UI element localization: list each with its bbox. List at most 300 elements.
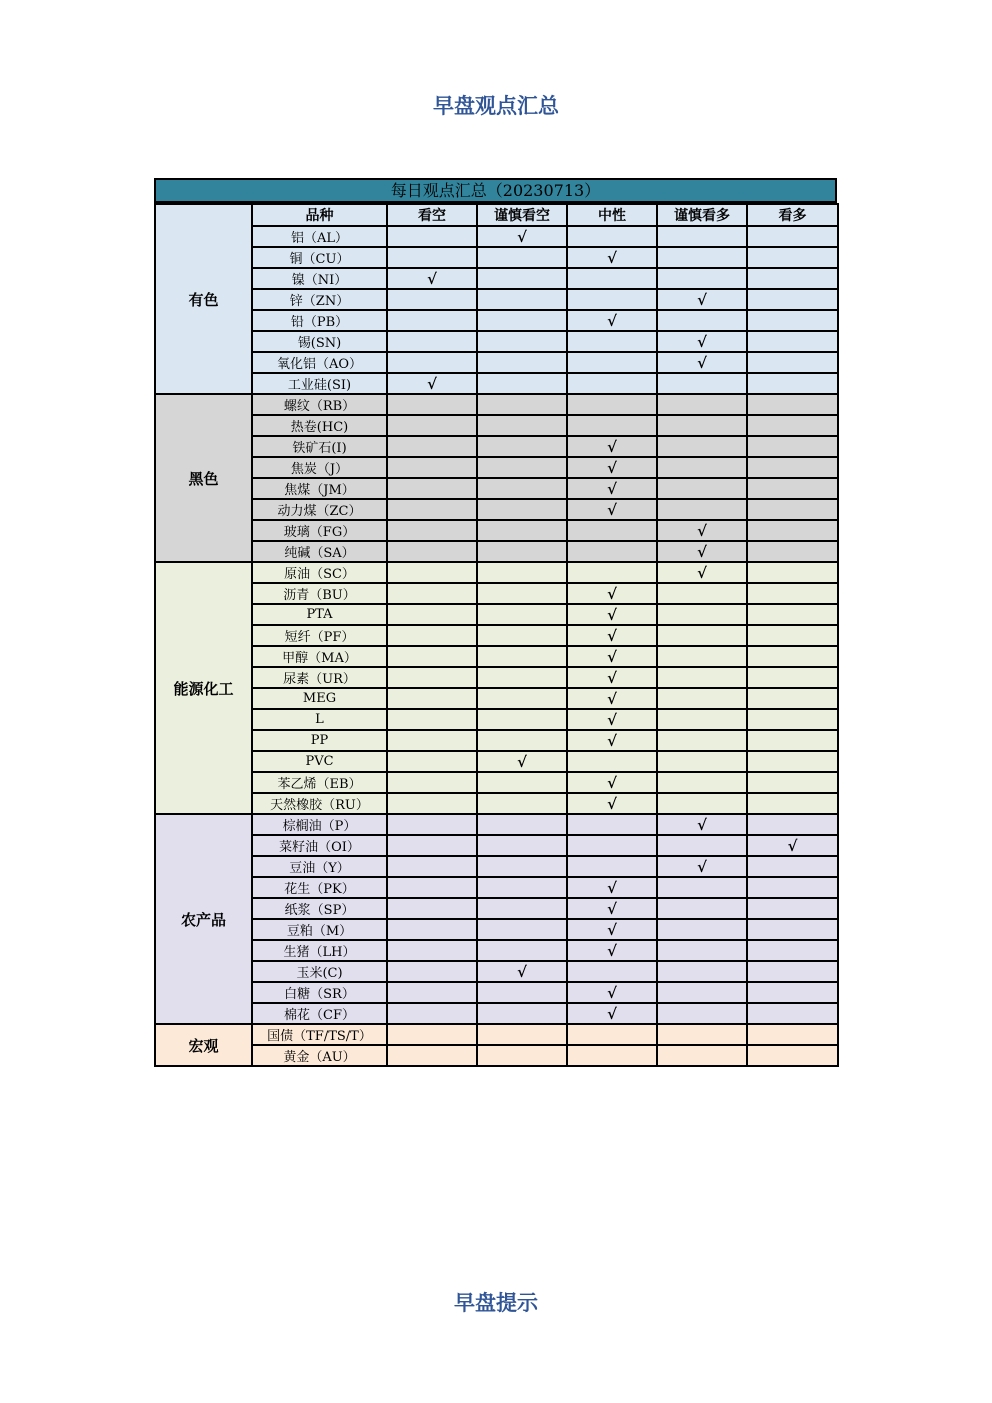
table-row [155,457,838,478]
view-cell [657,331,747,352]
view-cell [387,688,477,709]
view-cell [747,478,838,499]
check-mark: √ [607,899,617,918]
view-cell [387,1045,477,1066]
check-mark: √ [607,248,617,267]
instrument-name: 铝（AL） [252,226,387,247]
instrument-name: 尿素（UR） [252,667,387,688]
view-cell [387,373,477,394]
instrument-name: 短纤（PF） [252,625,387,646]
view-cell [387,709,477,730]
view-cell [477,1024,567,1045]
view-cell [657,898,747,919]
view-cell [387,835,477,856]
view-cell [657,835,747,856]
view-cell [747,646,838,667]
view-cell [387,730,477,751]
table-row [155,709,838,730]
instrument-name: PP [252,730,387,751]
table-row [155,772,838,793]
view-cell [477,415,567,436]
column-header-row [155,204,838,226]
table-row [155,730,838,751]
check-mark: √ [607,710,617,729]
view-cell [477,226,567,247]
view-cell [567,331,657,352]
instrument-name: 玉米(C) [252,961,387,982]
table-row [155,415,838,436]
column-header: 看空 [387,204,477,226]
view-cell [567,793,657,814]
view-cell [567,415,657,436]
table-row [155,289,838,310]
view-cell [657,730,747,751]
check-mark: √ [697,332,707,351]
table-row [155,667,838,688]
view-cell [477,247,567,268]
view-cell [657,919,747,940]
category-cell: 能源化工 [155,562,252,814]
view-cell [567,667,657,688]
view-cell [477,562,567,583]
instrument-name: 棉花（CF） [252,1003,387,1024]
table-row [155,856,838,877]
view-cell [747,625,838,646]
view-cell [477,625,567,646]
view-cell [387,814,477,835]
view-cell [567,898,657,919]
table-row [155,373,838,394]
view-cell [567,688,657,709]
view-cell [657,226,747,247]
column-header: 品种 [252,204,387,226]
view-cell [657,436,747,457]
table-row [155,835,838,856]
instrument-name: 豆油（Y） [252,856,387,877]
view-cell [387,877,477,898]
view-cell [567,310,657,331]
view-cell [477,499,567,520]
instrument-name: 铅（PB） [252,310,387,331]
instrument-name: PVC [252,751,387,772]
view-cell [657,688,747,709]
view-cell [477,982,567,1003]
view-cell [747,457,838,478]
table-row [155,793,838,814]
check-mark: √ [697,563,707,582]
view-cell [747,688,838,709]
check-mark: √ [697,815,707,834]
view-cell [477,877,567,898]
view-cell [747,856,838,877]
view-cell [567,457,657,478]
view-cell [477,772,567,793]
view-cell [747,1003,838,1024]
instrument-name: 镍（NI） [252,268,387,289]
view-cell [567,877,657,898]
view-cell [387,541,477,562]
view-cell [387,520,477,541]
table-row [155,688,838,709]
view-cell [747,499,838,520]
instrument-name: 甲醇（MA） [252,646,387,667]
view-cell [387,646,477,667]
instrument-name: 苯乙烯（EB） [252,772,387,793]
view-cell [477,940,567,961]
view-cell [477,604,567,625]
view-cell [387,331,477,352]
check-mark: √ [517,227,527,246]
instrument-name: 生猪（LH） [252,940,387,961]
view-cell [747,541,838,562]
table-row [155,961,838,982]
view-cell [477,331,567,352]
view-cell [387,940,477,961]
view-cell [567,583,657,604]
instrument-name: 花生（PK） [252,877,387,898]
view-cell [477,1003,567,1024]
view-cell [747,604,838,625]
instrument-name: 黄金（AU） [252,1045,387,1066]
view-cell [657,562,747,583]
view-cell [387,1003,477,1024]
view-cell [657,478,747,499]
table-header: 每日观点汇总（20230713） [154,178,837,203]
check-mark: √ [517,752,527,771]
column-header: 谨慎看空 [477,204,567,226]
view-cell [747,751,838,772]
view-cell [387,793,477,814]
view-cell [387,562,477,583]
view-cell [387,352,477,373]
check-mark: √ [607,920,617,939]
instrument-name: 锡(SN) [252,331,387,352]
view-cell [387,961,477,982]
check-mark: √ [697,353,707,372]
view-cell [387,478,477,499]
view-cell [567,394,657,415]
view-cell [657,541,747,562]
view-cell [747,436,838,457]
view-cell [657,646,747,667]
check-mark: √ [607,605,617,624]
page-title: 早盘观点汇总 [433,94,559,118]
view-cell [657,457,747,478]
table-row [155,898,838,919]
table-row [155,814,838,835]
view-cell [387,268,477,289]
view-cell [747,772,838,793]
table-row [155,562,838,583]
view-cell [657,709,747,730]
check-mark: √ [607,731,617,750]
view-cell [567,499,657,520]
table-row [155,877,838,898]
view-cell [477,478,567,499]
view-cell [387,898,477,919]
view-cell [747,730,838,751]
view-cell [657,415,747,436]
view-cell [657,499,747,520]
check-mark: √ [697,290,707,309]
view-cell [567,247,657,268]
check-mark: √ [607,941,617,960]
view-cell [747,226,838,247]
view-cell [657,583,747,604]
view-cell [387,772,477,793]
view-cell [387,289,477,310]
view-grid [154,203,839,1067]
view-cell [657,1045,747,1066]
view-cell [747,520,838,541]
table-row [155,331,838,352]
view-cell [567,940,657,961]
instrument-name: 白糖（SR） [252,982,387,1003]
instrument-name: 热卷(HC) [252,415,387,436]
table-row [155,352,838,373]
instrument-name: 天然橡胶（RU） [252,793,387,814]
view-cell [387,457,477,478]
view-cell [567,730,657,751]
view-cell [657,982,747,1003]
view-cell [387,667,477,688]
view-cell [387,982,477,1003]
instrument-name: 焦煤（JM） [252,478,387,499]
check-mark: √ [607,479,617,498]
instrument-name: 国债（TF/TS/T） [252,1024,387,1045]
view-cell [567,268,657,289]
view-cell [657,268,747,289]
view-cell [567,1045,657,1066]
view-cell [747,814,838,835]
category-cell: 宏观 [155,1024,252,1066]
view-cell [747,394,838,415]
view-cell [747,268,838,289]
view-cell [477,583,567,604]
view-cell [657,793,747,814]
instrument-name: 玻璃（FG） [252,520,387,541]
table-row [155,499,838,520]
table-row [155,310,838,331]
table-row [155,541,838,562]
view-cell [657,1003,747,1024]
table-row [155,1045,838,1066]
view-cell [477,520,567,541]
instrument-name: 豆粕（M） [252,919,387,940]
view-cell [747,289,838,310]
view-cell [747,1024,838,1045]
view-cell [387,1024,477,1045]
view-cell [477,856,567,877]
table-row [155,604,838,625]
table-row [155,646,838,667]
table-row [155,520,838,541]
view-cell [567,625,657,646]
view-cell [657,247,747,268]
check-mark: √ [607,878,617,897]
instrument-name: 工业硅(SI) [252,373,387,394]
view-cell [567,520,657,541]
view-cell [387,415,477,436]
check-mark: √ [787,836,798,855]
view-cell [477,898,567,919]
check-mark: √ [607,458,617,477]
view-cell [747,310,838,331]
table-row [155,940,838,961]
instrument-name: L [252,709,387,730]
instrument-name: 铁矿石(I) [252,436,387,457]
view-cell [747,247,838,268]
view-cell [567,961,657,982]
check-mark: √ [697,521,707,540]
check-mark: √ [607,647,617,666]
view-cell [477,961,567,982]
view-cell [567,289,657,310]
view-cell [657,940,747,961]
section-title: 早盘提示 [454,1291,538,1315]
view-cell [747,583,838,604]
view-cell [567,835,657,856]
view-cell [387,499,477,520]
view-cell [477,730,567,751]
view-cell [567,709,657,730]
category-cell: 黑色 [155,394,252,562]
view-cell [567,373,657,394]
view-cell [567,919,657,940]
view-cell [387,394,477,415]
view-cell [567,478,657,499]
view-cell [747,352,838,373]
check-mark: √ [607,794,617,813]
instrument-name: 锌（ZN） [252,289,387,310]
view-cell [657,604,747,625]
view-cell [657,373,747,394]
view-cell [477,289,567,310]
table-row [155,247,838,268]
view-cell [477,793,567,814]
view-cell [567,541,657,562]
table-row [155,394,838,415]
view-cell [387,625,477,646]
instrument-name: PTA [252,604,387,625]
instrument-name: 纯碱（SA） [252,541,387,562]
view-cell [747,415,838,436]
view-cell [657,1024,747,1045]
view-cell [567,856,657,877]
view-cell [477,436,567,457]
instrument-name: 螺纹（RB） [252,394,387,415]
instrument-name: 氧化铝（AO） [252,352,387,373]
check-mark: √ [517,962,527,981]
check-mark: √ [607,311,617,330]
view-cell [477,646,567,667]
table-row [155,268,838,289]
view-cell [657,772,747,793]
view-cell [387,247,477,268]
view-cell [567,982,657,1003]
table-row [155,436,838,457]
view-cell [387,226,477,247]
check-mark: √ [427,374,437,393]
instrument-name: 动力煤（ZC） [252,499,387,520]
view-cell [567,604,657,625]
check-mark: √ [607,437,617,456]
view-cell [567,352,657,373]
instrument-name: 焦炭（J） [252,457,387,478]
category-cell: 农产品 [155,814,252,1024]
view-cell [657,856,747,877]
view-cell [477,835,567,856]
column-header: 中性 [567,204,657,226]
view-cell [387,751,477,772]
view-cell [387,310,477,331]
table-row [155,226,838,247]
view-cell [747,562,838,583]
check-mark: √ [697,857,707,876]
view-cell [477,814,567,835]
view-cell [477,688,567,709]
view-cell [747,982,838,1003]
check-mark: √ [607,626,617,645]
view-cell [477,310,567,331]
view-cell [747,877,838,898]
view-cell [657,877,747,898]
check-mark: √ [607,584,617,603]
view-cell [747,940,838,961]
view-cell [747,667,838,688]
view-cell [567,772,657,793]
view-cell [657,520,747,541]
view-cell [567,436,657,457]
view-cell [387,436,477,457]
view-cell [657,310,747,331]
check-mark: √ [607,773,617,792]
check-mark: √ [697,542,707,561]
instrument-name: 纸浆（SP） [252,898,387,919]
view-cell [657,814,747,835]
view-cell [657,751,747,772]
view-cell [567,814,657,835]
view-cell [477,457,567,478]
view-cell [477,268,567,289]
view-cell [387,604,477,625]
view-cell [657,961,747,982]
check-mark: √ [607,1004,617,1023]
instrument-name: MEG [252,688,387,709]
view-cell [477,541,567,562]
daily-view-table [154,178,837,1067]
view-cell [747,1045,838,1066]
check-mark: √ [607,983,617,1002]
check-mark: √ [427,269,437,288]
table-row [155,478,838,499]
view-cell [567,226,657,247]
view-cell [567,1024,657,1045]
view-cell [747,793,838,814]
column-header: 看多 [747,204,838,226]
category-header-cell: 有色 [155,204,252,394]
view-cell [477,373,567,394]
table-row [155,1024,838,1045]
table-row [155,919,838,940]
view-cell [387,919,477,940]
view-cell [477,919,567,940]
instrument-name: 原油（SC） [252,562,387,583]
view-cell [747,835,838,856]
view-cell [387,856,477,877]
instrument-name: 沥青（BU） [252,583,387,604]
view-cell [477,709,567,730]
